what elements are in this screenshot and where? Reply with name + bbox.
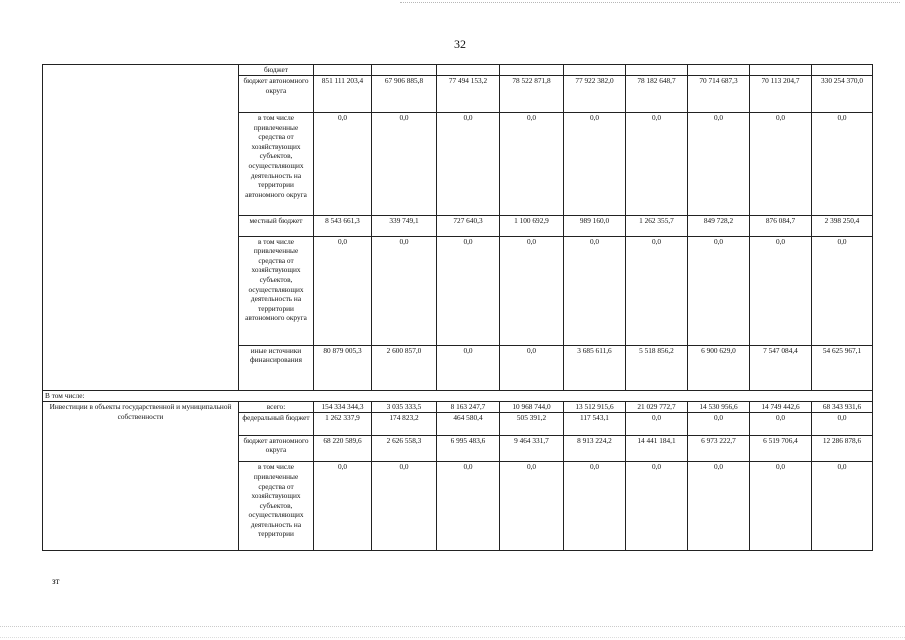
table-cell-value: 0,0 (314, 462, 372, 551)
table-cell-value: 3 685 611,6 (564, 345, 626, 390)
table-cell-value: 70 113 204,7 (750, 75, 812, 112)
table-cell-value: 0,0 (750, 112, 812, 215)
table-cell-value (314, 65, 372, 76)
table-cell-value: 6 900 629,0 (688, 345, 750, 390)
table-cell-value: 0,0 (372, 462, 437, 551)
table-cell-value: 989 160,0 (564, 215, 626, 236)
corner-mark: зт (52, 576, 60, 586)
table-cell-value: 2 398 250,4 (812, 215, 873, 236)
table-cell-value: 0,0 (626, 462, 688, 551)
table-cell-value: 464 580,4 (437, 412, 500, 435)
table-cell-value (626, 65, 688, 76)
table-cell-value: 154 334 344,3 (314, 401, 372, 412)
section-header-row (43, 391, 873, 402)
table-cell-value: 67 906 885,8 (372, 75, 437, 112)
table-cell-value (437, 65, 500, 76)
table-cell-value: 8 913 224,2 (564, 435, 626, 462)
table-cell-value: 330 254 370,0 (812, 75, 873, 112)
table-cell-value: 0,0 (437, 112, 500, 215)
table-cell-value: 78 182 648,7 (626, 75, 688, 112)
row-label: федеральный бюджет (239, 412, 314, 435)
table-cell-value: 0,0 (314, 236, 372, 345)
table-cell-value: 2 626 558,3 (372, 435, 437, 462)
investment-title: Инвестиции в объекты государственной и муниципальной собственности (43, 401, 239, 550)
table-cell-value: 80 879 005,3 (314, 345, 372, 390)
table-cell-value: 77 494 153,2 (437, 75, 500, 112)
table-row (43, 401, 873, 412)
table-cell-value: 14 441 184,1 (626, 435, 688, 462)
table-cell-value (812, 65, 873, 76)
table-cell-value: 117 543,1 (564, 412, 626, 435)
table-cell-value: 0,0 (688, 236, 750, 345)
table-cell-value: 3 035 333,5 (372, 401, 437, 412)
table-cell-value (372, 65, 437, 76)
table-cell-value: 70 714 687,3 (688, 75, 750, 112)
table-cell-value: 0,0 (564, 462, 626, 551)
table-cell-value: 174 823,2 (372, 412, 437, 435)
page-number: 32 (454, 37, 466, 51)
table-cell-value: 0,0 (812, 412, 873, 435)
table-cell-value: 0,0 (500, 462, 564, 551)
table-cell-value (500, 65, 564, 76)
table-cell-value: 0,0 (372, 236, 437, 345)
table-cell-value: 876 084,7 (750, 215, 812, 236)
row-label: в том числе привлеченные средства от хозяйствующих субъектов, осуществляющих деятельность на территории автономного округа (239, 236, 314, 345)
table-row (43, 65, 873, 76)
table-cell-value: 0,0 (372, 112, 437, 215)
section-header: В том числе: (43, 391, 873, 402)
table-cell-value: 0,0 (812, 462, 873, 551)
table-cell-value: 77 922 382,0 (564, 75, 626, 112)
table-cell-value: 1 100 692,9 (500, 215, 564, 236)
table-cell-value: 2 600 857,0 (372, 345, 437, 390)
table-cell-value: 505 391,2 (500, 412, 564, 435)
table-cell-value: 0,0 (688, 412, 750, 435)
empty-name-cell (43, 65, 239, 391)
scan-edge-top (400, 2, 900, 5)
table-cell-value: 0,0 (500, 345, 564, 390)
table-cell-value: 6 519 706,4 (750, 435, 812, 462)
table-cell-value: 0,0 (626, 412, 688, 435)
table-cell-value: 5 518 856,2 (626, 345, 688, 390)
table-cell-value: 7 547 084,4 (750, 345, 812, 390)
table-cell-value: 0,0 (688, 462, 750, 551)
table-body (43, 65, 873, 551)
table-cell-value: 0,0 (812, 236, 873, 345)
table-cell-value: 8 163 247,7 (437, 401, 500, 412)
table-cell-value: 0,0 (564, 236, 626, 345)
table-cell-value: 14 530 956,6 (688, 401, 750, 412)
table-cell-value: 0,0 (437, 345, 500, 390)
table-cell-value: 68 220 589,6 (314, 435, 372, 462)
table-cell-value: 0,0 (626, 112, 688, 215)
table-cell-value: 54 625 967,1 (812, 345, 873, 390)
table-cell-value: 78 522 871,8 (500, 75, 564, 112)
row-label: в том числе привлеченные средства от хозяйствующих субъектов, осуществляющих деятельность на территории (239, 462, 314, 551)
row-label: бюджет автономного округа (239, 75, 314, 112)
budget-table (42, 64, 873, 551)
row-label: всего: (239, 401, 314, 412)
table-cell-value: 851 111 203,4 (314, 75, 372, 112)
row-label: местный бюджет (239, 215, 314, 236)
table-cell-value: 9 464 331,7 (500, 435, 564, 462)
table-cell-value: 12 286 878,6 (812, 435, 873, 462)
table-cell-value: 0,0 (688, 112, 750, 215)
table-cell-value (750, 65, 812, 76)
table-cell-value: 339 749,1 (372, 215, 437, 236)
table-cell-value: 0,0 (750, 462, 812, 551)
row-label: бюджет автономного округа (239, 435, 314, 462)
table-cell-value: 21 029 772,7 (626, 401, 688, 412)
table-cell-value: 8 543 661,3 (314, 215, 372, 236)
table-cell-value: 1 262 355,7 (626, 215, 688, 236)
table-cell-value: 0,0 (500, 236, 564, 345)
row-label: бюджет (239, 65, 314, 76)
row-label: в том числе привлеченные средства от хозяйствующих субъектов, осуществляющих деятельность на территории автономного округа (239, 112, 314, 215)
table-cell-value: 10 968 744,0 (500, 401, 564, 412)
row-label: иные источники финансирования (239, 345, 314, 390)
table-cell-value: 0,0 (564, 112, 626, 215)
table-cell-value: 0,0 (812, 112, 873, 215)
table-cell-value (564, 65, 626, 76)
table-cell-value: 6 973 222,7 (688, 435, 750, 462)
table-cell-value: 727 640,3 (437, 215, 500, 236)
table-cell-value: 0,0 (626, 236, 688, 345)
table-cell-value: 0,0 (750, 236, 812, 345)
table-cell-value: 6 995 483,6 (437, 435, 500, 462)
table-cell-value: 1 262 337,9 (314, 412, 372, 435)
table-cell-value: 13 512 915,6 (564, 401, 626, 412)
table-cell-value: 849 728,2 (688, 215, 750, 236)
table-cell-value: 0,0 (437, 236, 500, 345)
table-cell-value: 0,0 (314, 112, 372, 215)
table-cell-value: 0,0 (500, 112, 564, 215)
table-cell-value: 0,0 (437, 462, 500, 551)
table-cell-value (688, 65, 750, 76)
table-cell-value: 68 343 931,6 (812, 401, 873, 412)
table-cell-value: 0,0 (750, 412, 812, 435)
scan-edge-bottom (0, 626, 905, 638)
table-cell-value: 14 749 442,6 (750, 401, 812, 412)
